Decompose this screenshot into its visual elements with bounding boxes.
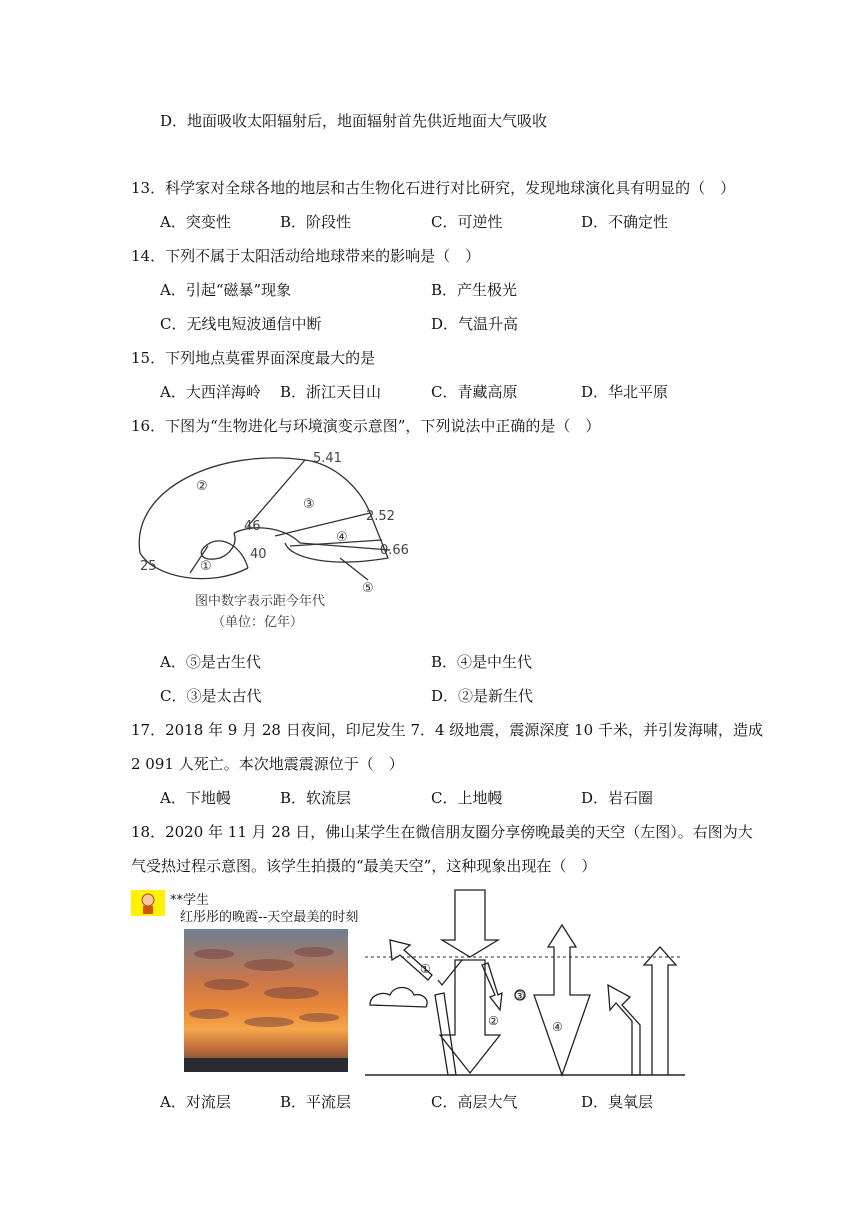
q13-option-b: B．阶段性 [280, 213, 352, 231]
avatar-icon [131, 890, 165, 916]
post-username: **学生 [170, 893, 210, 908]
q13-stem: 13．科学家对全球各地的地层和古生物化石进行对比研究，发现地球演化具有明显的（ ） [131, 179, 736, 197]
region-label-2: ② [196, 479, 208, 494]
year-label-066: 0.66 [380, 543, 409, 558]
q16-option-a: A．⑤是古生代 [160, 653, 261, 671]
q16-stem: 16．下图为“生物进化与环境演变示意图”，下列说法中正确的是（ ） [131, 417, 601, 435]
year-label-25: 25 [140, 559, 157, 574]
q18-option-b: B．平流层 [280, 1093, 352, 1111]
q12-option-d: D．地面吸收太阳辐射后，地面辐射首先供近地面大气吸收 [160, 112, 548, 130]
region-label-4: ④ [336, 530, 348, 545]
q14-option-c: C．无线电短波通信中断 [160, 315, 322, 333]
q14-stem: 14．下列不属于太阳活动给地球带来的影响是（ ） [131, 247, 481, 265]
arrow-label-4: ④ [552, 1020, 563, 1034]
q14-option-b: B．产生极光 [431, 281, 518, 299]
q18-option-a: A．对流层 [160, 1093, 231, 1111]
q15-stem: 15．下列地点莫霍界面深度最大的是 [131, 349, 376, 367]
city-skyline [184, 1058, 348, 1072]
q15-option-b: B．浙江天目山 [280, 383, 382, 401]
q13-option-d: D．不确定性 [581, 213, 669, 231]
q17-option-c: C．上地幔 [431, 789, 503, 807]
q13-option-c: C．可逆性 [431, 213, 503, 231]
q17-stem-line2: 2 091 人死亡。本次地震震源位于（ ） [131, 755, 404, 773]
atmosphere-heating-diagram [360, 885, 690, 1080]
q15-option-a: A．大西洋海岭 [160, 383, 261, 401]
year-label-46: 46 [244, 519, 261, 534]
evolution-spiral-figure [130, 448, 420, 638]
q17-stem-line1: 17．2018 年 9 月 28 日夜间，印尼发生 7．4 级地震，震源深度 10 千米，并引发海啸，造成 [131, 721, 763, 739]
arrow-label-1: ① [420, 962, 431, 976]
arrow-label-3: ③ [514, 989, 525, 1003]
q18-option-c: C．高层大气 [431, 1093, 518, 1111]
q17-option-b: B．软流层 [280, 789, 352, 807]
q16-option-d: D．②是新生代 [431, 687, 534, 705]
post-caption: 红彤彤的晚霞--天空最美的时刻 [180, 910, 359, 925]
q17-option-a: A．下地幔 [160, 789, 231, 807]
q14-option-d: D．气温升高 [431, 315, 519, 333]
q15-option-d: D．华北平原 [581, 383, 669, 401]
q18-option-d: D．臭氧层 [581, 1093, 654, 1111]
q14-option-a: A．引起“磁暴”现象 [160, 281, 292, 299]
q15-option-c: C．青藏高原 [431, 383, 518, 401]
q16-option-b: B．④是中生代 [431, 653, 533, 671]
figure-caption-line1: 图中数字表示距今年代 [195, 594, 326, 609]
year-label-252: 2.52 [366, 509, 395, 524]
sunset-sky-photo [184, 929, 348, 1072]
figure-caption-line2: （单位：亿年） [212, 615, 304, 630]
region-label-3: ③ [303, 497, 315, 512]
q13-option-a: A．突变性 [160, 213, 231, 231]
year-label-40: 40 [250, 547, 267, 562]
q17-option-d: D．岩石圈 [581, 789, 654, 807]
q18-stem-line1: 18．2020 年 11 月 28 日，佛山某学生在微信朋友圈分享傍晚最美的天空（左图）。右图为大 [131, 823, 753, 841]
q18-stem-line2: 气受热过程示意图。该学生拍摄的“最美天空”，这种现象出现在（ ） [131, 857, 597, 875]
q16-option-c: C．③是太古代 [160, 687, 262, 705]
year-label-541: 5.41 [313, 451, 342, 466]
region-label-5: ⑤ [362, 581, 374, 596]
arrow-label-2: ② [488, 1014, 499, 1028]
region-label-1: ① [200, 559, 212, 574]
